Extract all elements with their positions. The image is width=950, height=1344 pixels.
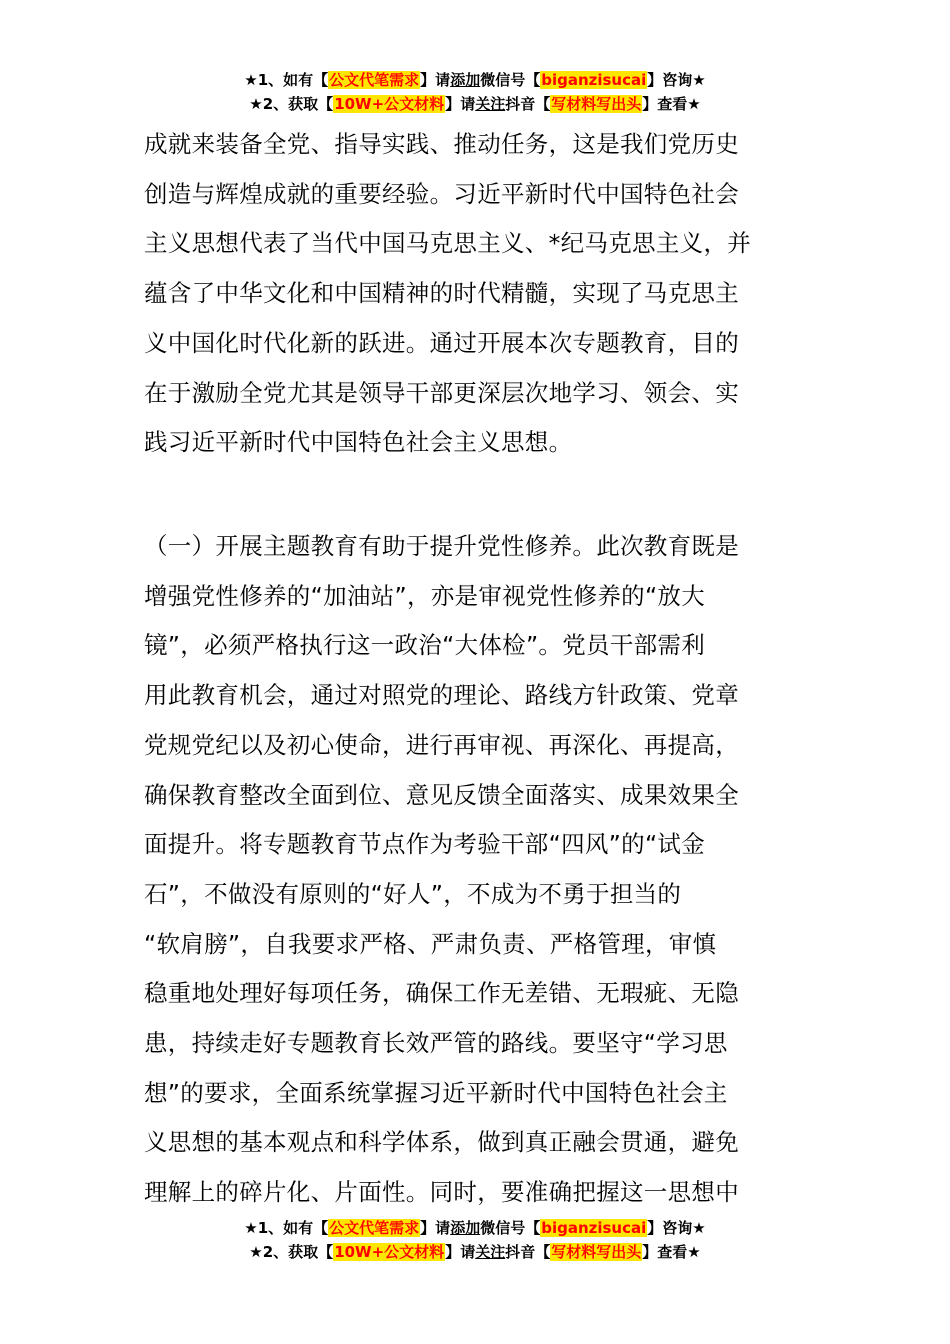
banner-line-1 bbox=[0, 68, 950, 92]
text-line: 石”，不做没有原则的“好人”，不成为不勇于担当的 bbox=[144, 879, 682, 908]
text-line: 用此教育机会，通过对照党的理论、路线方针政策、党章 bbox=[144, 681, 739, 710]
text-line: 义中国化时代化新的跃进。通过开展本次专题教育，目的 bbox=[144, 328, 739, 357]
banner-text: 抖音【 bbox=[505, 1243, 551, 1261]
text-line: 镜”，必须严格执行这一政治“大体检”。党员干部需利 bbox=[144, 631, 706, 660]
highlight-douyin: 写材料写出头 bbox=[551, 1243, 642, 1261]
banner-text: 】查看★ bbox=[642, 95, 701, 113]
underlined-text: 关注 bbox=[475, 95, 506, 113]
banner-text: 】咨询★ bbox=[647, 1219, 706, 1237]
banner-text: ★1、如有【 bbox=[244, 1219, 329, 1237]
banner-text: 】查看★ bbox=[642, 1243, 701, 1261]
text-line: 确保教育整改全面到位、意见反馈全面落实、成果效果全 bbox=[144, 780, 739, 809]
text-line: 主义思想代表了当代中国马克思主义、*纪马克思主义，并 bbox=[144, 229, 752, 258]
text-line: （一）开展主题教育有助于提升党性修养。此次教育既是 bbox=[144, 532, 739, 560]
paragraph-1 bbox=[144, 120, 808, 468]
banner-line-2 bbox=[0, 92, 950, 116]
banner-line-2 bbox=[0, 1240, 950, 1264]
banner-text: 抖音【 bbox=[505, 95, 551, 113]
header-banner bbox=[0, 68, 950, 116]
underlined-text: 添加 bbox=[450, 1219, 481, 1237]
text-line: “软肩膀”，自我要求严格、严肃负责、严格管理，审慎 bbox=[144, 929, 717, 958]
highlight-wechat-id: biganzisucai bbox=[541, 71, 647, 89]
text-line: 患，持续走好专题教育长效严管的路线。要坚守“学习思 bbox=[144, 1029, 728, 1058]
text-line: 在于激励全党尤其是领导干部更深层次地学习、领会、实 bbox=[144, 378, 739, 407]
highlight-materials: 10W+公文材料 bbox=[334, 95, 445, 113]
banner-text: 】请 bbox=[445, 1243, 476, 1261]
highlight-wechat-id: biganzisucai bbox=[541, 1219, 647, 1237]
banner-text: 】咨询★ bbox=[647, 71, 706, 89]
highlight-materials: 10W+公文材料 bbox=[334, 1243, 445, 1261]
text-line: 面提升。将专题教育节点作为考验干部“四风”的“试金 bbox=[144, 830, 706, 859]
banner-text: 微信号【 bbox=[480, 71, 541, 89]
underlined-text: 添加 bbox=[450, 71, 481, 89]
banner-line-1 bbox=[0, 1216, 950, 1240]
text-line: 稳重地处理好每项任务，确保工作无差错、无瑕疵、无隐 bbox=[144, 979, 739, 1008]
text-line: 增强党性修养的“加油站”，亦是审视党性修养的“放大 bbox=[144, 581, 706, 610]
banner-text: ★1、如有【 bbox=[244, 71, 329, 89]
underlined-text: 关注 bbox=[475, 1243, 506, 1261]
text-line: 成就来装备全党、指导实践、推动任务，这是我们党历史 bbox=[144, 130, 739, 158]
text-line: 蕴含了中华文化和中国精神的时代精髓，实现了马克思主 bbox=[144, 279, 739, 308]
highlight-service: 公文代笔需求 bbox=[329, 71, 420, 89]
text-line: 创造与辉煌成就的重要经验。习近平新时代中国特色社会 bbox=[144, 179, 739, 208]
text-line: 党规党纪以及初心使命，进行再审视、再深化、再提高， bbox=[144, 730, 739, 759]
text-line: 践习近平新时代中国特色社会主义思想。 bbox=[144, 428, 573, 457]
banner-text: 微信号【 bbox=[480, 1219, 541, 1237]
highlight-douyin: 写材料写出头 bbox=[551, 95, 642, 113]
banner-text: 】请 bbox=[420, 1219, 451, 1237]
banner-text: ★2、获取【 bbox=[249, 95, 334, 113]
banner-text: 】请 bbox=[445, 95, 476, 113]
paragraph-2 bbox=[144, 522, 808, 1218]
text-line: 想”的要求，全面系统掌握习近平新时代中国特色社会主 bbox=[144, 1078, 728, 1107]
footer-banner bbox=[0, 1216, 950, 1264]
text-line: 义思想的基本观点和科学体系，做到真正融会贯通，避免 bbox=[144, 1128, 739, 1157]
text-line: 理解上的碎片化、片面性。同时，要准确把握这一思想中 bbox=[144, 1178, 739, 1207]
banner-text: ★2、获取【 bbox=[249, 1243, 334, 1261]
highlight-service: 公文代笔需求 bbox=[329, 1219, 420, 1237]
banner-text: 】请 bbox=[420, 71, 451, 89]
